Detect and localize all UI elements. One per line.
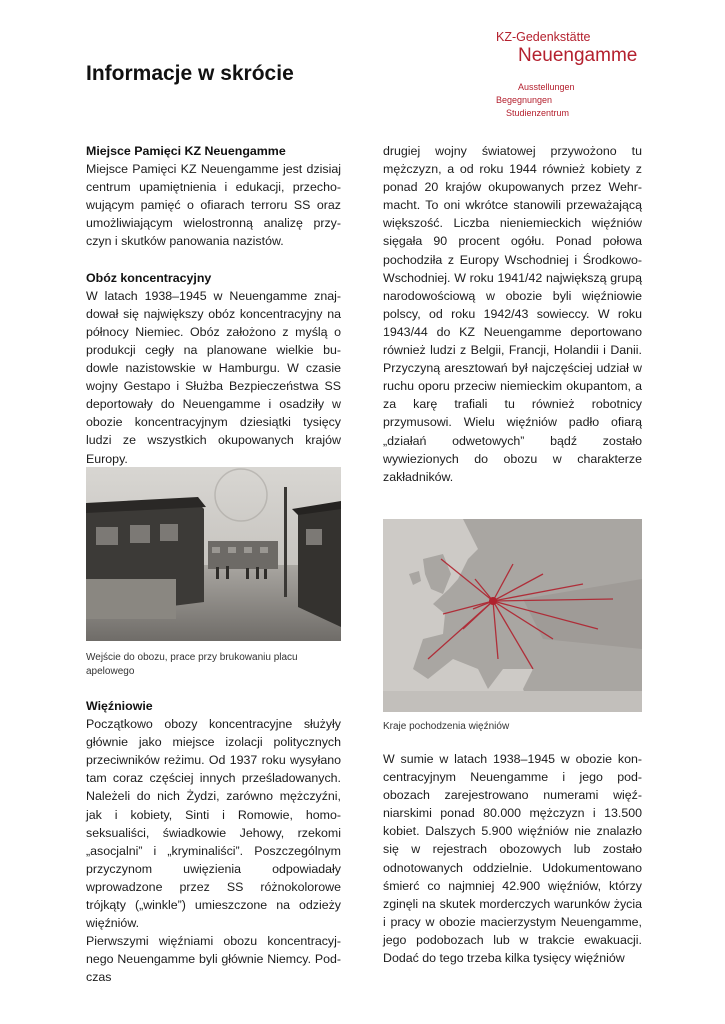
kz-gedenkstaette-logo [496,30,646,122]
section-text-first-prisoners: Pierwszymi więźniami obozu koncentracyj-nego Neuengamme byli głównie Niemcy. Pod-czas [86,934,341,985]
photo-caption: Wejście do obozu, prace przy brukowaniu placu apelowego [86,652,298,677]
section-heading-prisoners: Więźniowie [86,699,153,713]
right-text-bottom: W sumie w latach 1938–1945 w obozie kon-centracyjnym Neuengamme i jego pod-obozach zarejestrowano numerami więź-niarskimi ponad 80.000 mężczyzn i 13.500 kobiet. Dalszych 5.900 więźniów nie znalazło się w rejestrach obozowych lub zostało odnotowanych oddzielnie. Udokumentowano śmierć co najmniej 42.900 więźniów, którzy zginęli na skutek morderczych warunków życia i pracy w obozie macierzystym Neuengamme, jego podobozach lub w trakcie ewakuacji. Dodać do tego trzeba kilka tysięcy więźniów [383,752,642,966]
section-text-prisoners: Początkowo obozy koncentracyjne służyły głównie jako miejsce izolacji politycznych przeciwników reżimu. Od 1937 roku wysyłano tam coraz częściej innych prześladowanych. Należeli do nich Żydzi, zarówno mężczyźni, jak i kobiety, Sinti i Romowie, homo-seksualiści, świadkowie Jehowy, rzekomi „asocjalni” i „kryminaliści”. Poszczególnym przyczynom uwięzienia odpowiadały wprowadzone przez SS różnokolorowe trójkąty („winkle”) umieszczone na odzieży więźniów. [86,717,341,931]
logo-line-2: Neuengamme [518,45,638,66]
map-caption: Kraje pochodzenia więźniów [383,721,510,732]
page-title: Informacje w skrócie [86,62,294,85]
logo-line-1: KZ-Gedenkstätte [496,30,591,44]
logo-line-5: Studienzentrum [506,108,570,118]
logo-line-3: Ausstellungen [518,82,575,92]
right-text-top: drugiej wojny światowej przywożono tu mężczyzn, a od roku 1944 również kobiety z ponad 20 krajów okupowanych przez Wehr-macht. To oni wkrótce stanowili przeważającą większość. Liczba nieniemieckich więźniów sięgała 90 procent ogółu. Ponad połowa pochodziła z Europy Wschodniej i Środkowo-Wschodniej. W roku 1941/42 największą grupą narodowościową w obozie byli więźniowie polscy, od roku 1942/43 sowieccy. W roku 1943/44 do KZ Neuengamme deportowano również ludzi z Belgii, Francji, Holandii i Danii. Przyczyną aresztowań był najczęściej udział w ruchu oporu przeciw niemieckim okupantom, a za karę trafiali tu również robotnicy przymusowi. Wielu więźniów padło ofiarą „działań odwetowych” bądź zostało wywiezionych do obozu w charakterze zakładników. [383,144,642,484]
right-column-bottom [383,750,642,967]
right-column-top [383,142,642,486]
logo-line-4: Begegnungen [496,95,553,105]
section-text-camp: W latach 1938–1945 w Neuengamme znaj-dował się największy obóz koncentracyjny na północy Niemiec. Obóz założono z myślą o produkcji cegły na planowane wielkie bu-dowle nazistowskie w Hamburgu. W czasie wojny Gestapo i Służba Bezpieczeństwa SS deportowały do Neuengamme i osadziły w obozie koncentracyjnym dziesiątki tysięcy ludzi ze wszystkich okupowanych krajów Europy. [86,288,341,466]
section-text-memorial: Miejsce Pamięci KZ Neuengamme jest dzisiaj centrum upamiętnienia i edukacji, przecho-wującym pamięć o ofiarach terroru SS oraz umożliwiającym wielostronną analizę przy-czyn i skutków panowania nazistów. [86,162,341,249]
section-heading-memorial: Miejsce Pamięci KZ Neuengamme [86,144,286,158]
left-column-bottom [86,697,341,987]
camp-entrance-photo [86,467,341,641]
origin-countries-map [383,519,642,712]
section-heading-camp: Obóz koncentracyjny [86,270,212,285]
left-column-top [86,142,341,468]
